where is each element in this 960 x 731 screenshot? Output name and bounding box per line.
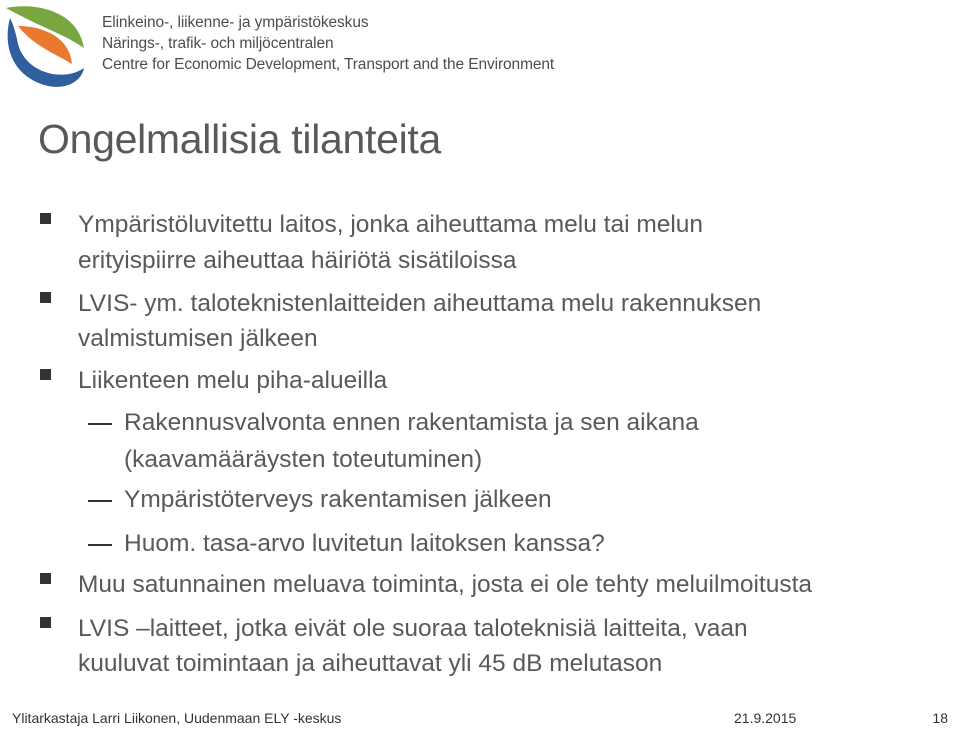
bullet-square-icon xyxy=(40,617,51,628)
sub-bullet-dash-icon xyxy=(88,544,112,546)
bullet-5-line-2: kuuluvat toimintaan ja aiheuttavat yli 45 dB melutason xyxy=(78,650,663,677)
sub-bullet-3-line-1: Huom. tasa-arvo luvitetun laitoksen kanssa? xyxy=(124,530,605,557)
bullet-square-icon xyxy=(40,292,51,303)
bullet-2-line-2: valmistumisen jälkeen xyxy=(78,325,318,352)
bullet-1-line-2: erityispiirre aiheuttaa häiriötä sisätiloissa xyxy=(78,247,517,274)
ely-leaf-logo-icon xyxy=(4,4,88,88)
bullet-square-icon xyxy=(40,573,51,584)
sub-bullet-dash-icon xyxy=(88,423,112,425)
footer-author: Ylitarkastaja Larri Liikonen, Uudenmaan ELY -keskus xyxy=(12,710,342,726)
sub-bullet-1-line-2: (kaavamääräysten toteutuminen) xyxy=(124,446,483,473)
sub-bullet-1-line-1: Rakennusvalvonta ennen rakentamista ja sen aikana xyxy=(124,409,699,436)
sub-bullet-dash-icon xyxy=(88,500,112,502)
slide-title: Ongelmallisia tilanteita xyxy=(38,116,442,162)
bullet-5-line-1: LVIS –laitteet, jotka eivät ole suoraa taloteknisiä laitteita, vaan xyxy=(78,615,748,642)
slide-footer xyxy=(0,706,960,731)
footer-date: 21.9.2015 xyxy=(734,710,797,726)
bullet-2-line-1: LVIS- ym. taloteknistenlaitteiden aiheuttama melu rakennuksen xyxy=(78,290,762,317)
organization-names xyxy=(102,12,554,75)
bullet-1-line-1: Ympäristöluvitettu laitos, jonka aiheuttama melu tai melun xyxy=(78,211,704,238)
org-name-fi: Elinkeino-, liikenne- ja ympäristökeskus xyxy=(102,14,369,31)
sub-bullet-2-line-1: Ympäristöterveys rakentamisen jälkeen xyxy=(124,486,552,513)
org-name-en: Centre for Economic Development, Transport and the Environment xyxy=(102,56,555,73)
bullet-square-icon xyxy=(40,213,51,224)
bullet-square-icon xyxy=(40,369,51,380)
bullet-4-line-1: Muu satunnainen meluava toiminta, josta ei ole tehty meluilmoitusta xyxy=(78,571,813,598)
footer-page-number: 18 xyxy=(932,710,948,726)
slide-header xyxy=(0,0,960,100)
org-name-sv: Närings-, trafik- och miljöcentralen xyxy=(102,35,334,52)
bullet-3-line-1: Liikenteen melu piha-alueilla xyxy=(78,367,388,394)
